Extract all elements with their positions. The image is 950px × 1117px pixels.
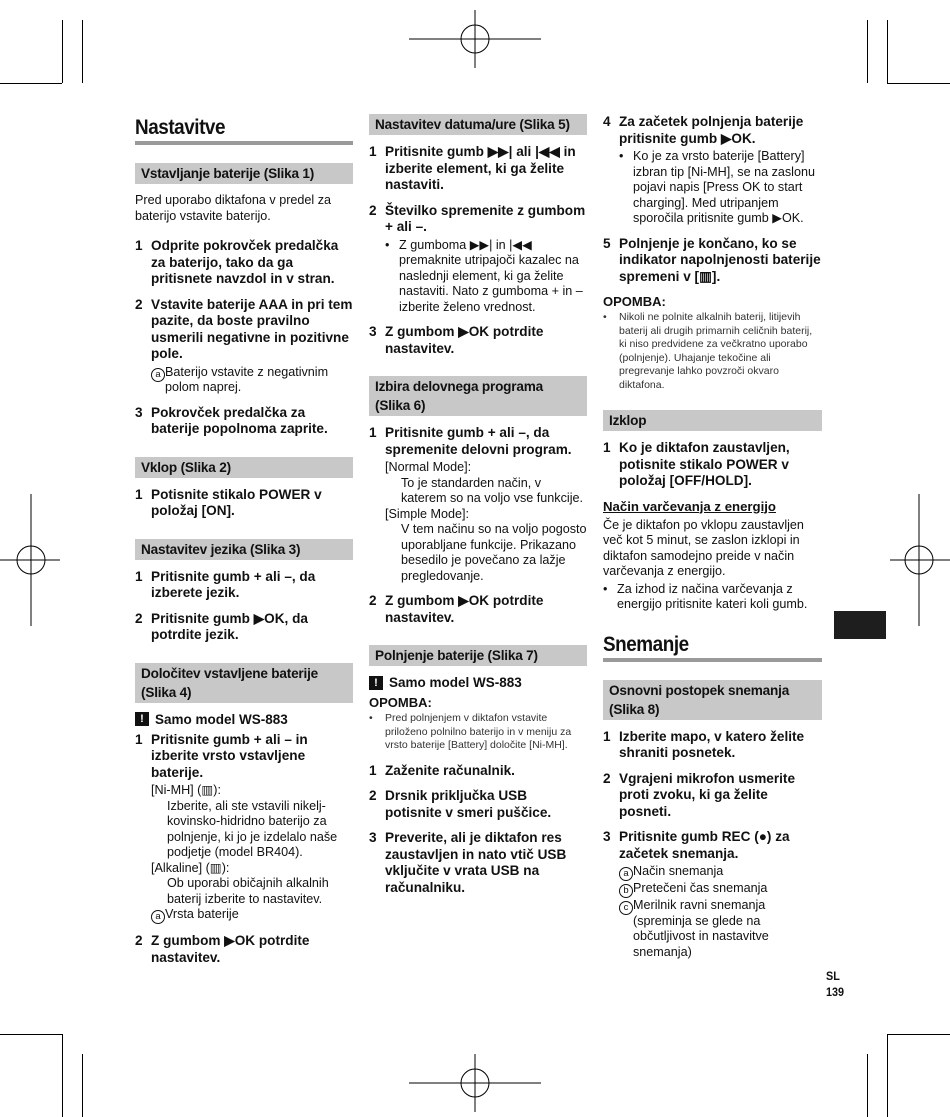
subsection-header: Polnjenje baterije (Slika 7)	[369, 645, 587, 666]
eco-text: Če je diktafon po vklopu zaustavljen več kot 5 minut, se zaslon izklopi in diktafon samodejno preide v način varčevanja z energijo.	[603, 517, 804, 578]
subsection-header: Določitev vstavljene baterije (Slika 4)	[135, 663, 353, 703]
note-label: OPOMBA:	[603, 294, 666, 309]
registration-mark-bottom	[409, 1054, 541, 1112]
column-1	[135, 116, 353, 975]
warning-icon: !	[135, 712, 149, 726]
step: 2 Vstavite baterije AAA in pri tem pazite, da boste pravilno usmerili negativne in pozitivne pole.	[135, 296, 353, 361]
step: 3 Z gumbom ▶OK potrdite nastavitev.	[369, 324, 544, 356]
callout: b Pretečeni čas snemanja	[619, 881, 822, 898]
eco-title: Način varčevanja z energijo	[603, 498, 776, 514]
step: 2 Z gumbom ▶OK potrdite nastavitev.	[135, 933, 310, 965]
option-text: Ob uporabi običajnih alkalnih baterij izberite to nastavitev.	[167, 876, 329, 906]
language-code: SL	[826, 969, 840, 983]
step: 3 Pokrovček predalčka za baterije popolnoma zaprite.	[135, 404, 328, 436]
title-rule	[603, 658, 822, 662]
crop-mark	[62, 20, 63, 83]
step: 1 Pritisnite gumb + ali –, da izberete jezik.	[135, 568, 316, 600]
option-label: [Simple Mode]:	[385, 506, 469, 521]
step: 1 Zaženite računalnik.	[369, 762, 515, 778]
registration-mark-left	[0, 494, 60, 626]
section-title: Snemanje	[603, 632, 689, 656]
model-notice: ! Samo model WS-883	[369, 675, 587, 690]
crop-mark	[82, 20, 83, 83]
step: 2 Drsnik priključka USB potisnite v smeri puščice.	[369, 788, 552, 820]
step: 2 Številko spremenite z gumbom + ali –.	[369, 202, 586, 234]
subsection-header: Nastavitev datuma/ure (Slika 5)	[369, 114, 587, 135]
registration-mark-top	[409, 10, 541, 68]
subsection-header: Izbira delovnega programa (Slika 6)	[369, 376, 587, 416]
option-text: To je standarden način, v katerem so na voljo vse funkcije.	[401, 475, 583, 505]
subsection-header: Vklop (Slika 2)	[135, 457, 353, 478]
step: 3 Pritisnite gumb REC (●) za začetek snemanja.	[603, 829, 790, 861]
column-3	[603, 114, 822, 969]
step: 1 Odprite pokrovček predalčka za baterijo, tako da ga pritisnete navzdol in v stran.	[135, 238, 339, 286]
callout: a Vrsta baterije	[151, 907, 353, 924]
page-number	[826, 968, 844, 1000]
option-text: V tem načinu so na voljo pogosto uporabljane funkcije. Prikazano besedilo je povečano za lažje pregledovanje.	[401, 522, 587, 583]
subsection-header: Osnovni postopek snemanja (Slika 8)	[603, 680, 822, 720]
bullet: • Za izhod iz načina varčevanja z energijo pritisnite kateri koli gumb.	[603, 581, 808, 611]
step: 2 Pritisnite gumb ▶OK, da potrdite jezik.	[135, 610, 308, 642]
option-label: [Normal Mode]:	[385, 460, 472, 474]
crop-mark	[0, 1034, 62, 1035]
page-number-value: 139	[826, 985, 845, 999]
note: • Nikoli ne polnite alkalnih baterij, litijevih baterij ali drugih primarnih celičnih baterij, ki niso predvidene za večkratno uporabo (polnjenje). Uhajanje tekočine ali pregrevanje lahko povzroči okvaro diktafona.	[603, 311, 813, 391]
step: 1 Pritisnite gumb + ali – in izberite vrsto vstavljene baterije.	[135, 731, 308, 780]
bullet: • Ko je za vrsto baterije [Battery] izbran tip [Ni-MH], se na zaslonu pojavi napis [Press OK to start charging]. Med utripanjem sporočila pritisnite gumb ▶OK.	[619, 149, 815, 225]
callout: a Baterijo vstavite z negativnim polom naprej.	[151, 365, 353, 396]
subsection-header: Izklop	[603, 410, 822, 431]
crop-mark	[867, 20, 868, 83]
title-rule	[135, 141, 353, 145]
step: 1 Potisnite stikalo POWER v položaj [ON].	[135, 486, 322, 518]
crop-mark	[887, 83, 950, 84]
crop-mark	[867, 1054, 868, 1117]
note: • Pred polnjenjem v diktafon vstavite priloženo polnilno baterijo in v meniju za vrsto baterije [Battery] določite [Ni-MH].	[369, 712, 572, 751]
model-notice: ! Samo model WS-883	[135, 712, 353, 727]
note-label: OPOMBA:	[369, 695, 432, 710]
step: 1 Pritisnite gumb ▶▶| ali |◀◀ in izberite element, ki ga želite nastaviti.	[369, 144, 576, 192]
crop-mark	[62, 1034, 63, 1117]
option-text: Izberite, ali ste vstavili nikelj-kovinsko-hidridno baterijo za polnjenje, ki jo je izdelalo naše podjetje (model BR404).	[167, 798, 338, 859]
subsection-header: Nastavitev jezika (Slika 3)	[135, 539, 353, 560]
crop-mark	[887, 20, 888, 83]
bullet: • Z gumboma ▶▶| in |◀◀ premaknite utripajoči kazalec na naslednji element, ki ga želite nastaviti. Nato z gumboma + in – izberite želeno vrednost.	[385, 237, 583, 314]
registration-mark-right	[890, 494, 950, 626]
step: 2 Vgrajeni mikrofon usmerite proti zvoku, ki ga želite posneti.	[603, 770, 796, 819]
step: 1 Izberite mapo, v katero želite shraniti posnetek.	[603, 728, 805, 760]
step: 2 Z gumbom ▶OK potrdite nastavitev.	[369, 593, 544, 625]
step: 1 Ko je diktafon zaustavljen, potisnite stikalo POWER v položaj [OFF/HOLD].	[603, 440, 790, 488]
chapter-tab	[834, 611, 886, 639]
step: 5 Polnjenje je končano, ko se indikator napolnjenosti baterije spremeni v [▥].	[603, 235, 821, 284]
intro-text: Pred uporabo diktafona v predel za baterijo vstavite baterijo.	[135, 193, 332, 223]
option-label: [Ni-MH] (▥):	[151, 783, 221, 797]
crop-mark	[887, 1034, 888, 1117]
section-title: Nastavitve	[135, 116, 226, 139]
subsection-header: Vstavljanje baterije (Slika 1)	[135, 163, 353, 184]
step: 3 Preverite, ali je diktafon res zaustavljen in nato vtič USB vključite v vrata USB na računalniku.	[369, 830, 567, 895]
option-label: [Alkaline] (▥):	[151, 860, 230, 875]
step: 1 Pritisnite gumb + ali –, da spremenite delovni program.	[369, 425, 572, 457]
warning-icon: !	[369, 676, 383, 690]
step: 4 Za začetek polnjenja baterije pritisnite gumb ▶OK.	[603, 114, 804, 146]
column-2	[369, 114, 587, 905]
crop-mark	[887, 1034, 950, 1035]
callout: c Merilnik ravni snemanja (spreminja se glede na občutljivost in nastavitve snemanja)	[619, 898, 822, 960]
crop-mark	[82, 1054, 83, 1117]
callout: a Način snemanja	[619, 864, 822, 881]
crop-mark	[0, 83, 62, 84]
